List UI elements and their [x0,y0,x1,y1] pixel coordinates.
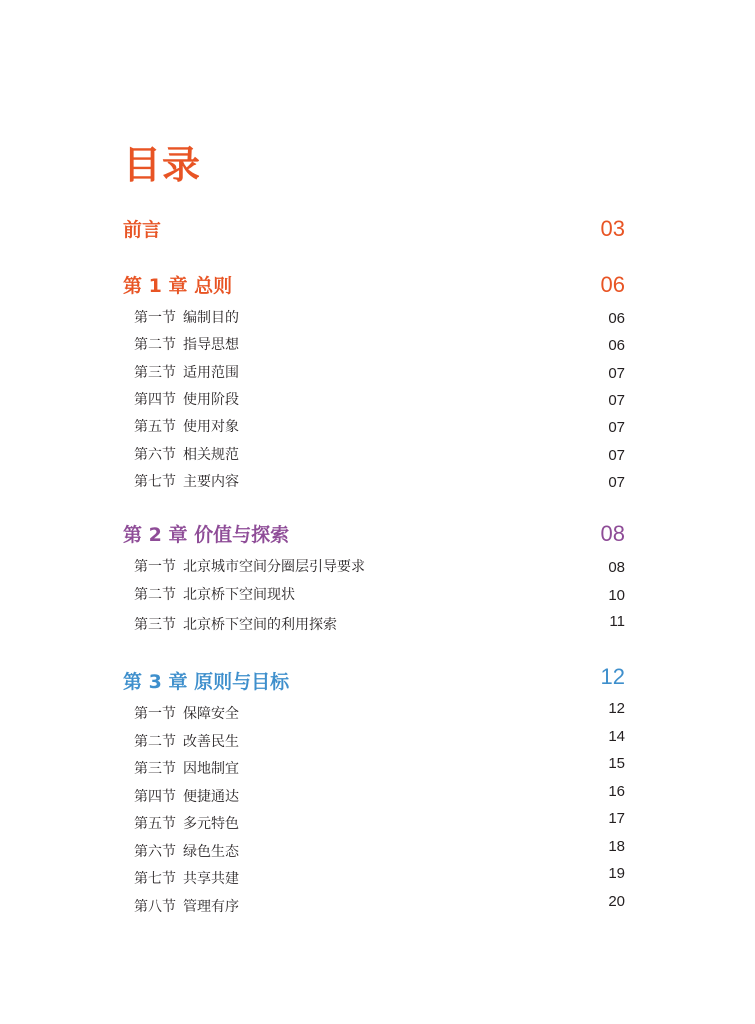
toc-section-number: 第二节 [134,587,176,603]
toc-section[interactable] [123,604,625,634]
toc-section-label [134,471,239,491]
toc-section-label [134,334,239,354]
toc-section-number: 第三节 [134,617,176,633]
toc-section-title: 共享共建 [183,871,239,887]
toc-section[interactable] [123,574,625,604]
toc-section-number: 第六节 [134,844,176,860]
toc-section-title: 绿色生态 [183,844,239,860]
toc-section-label [134,614,337,634]
toc-section-title: 北京城市空间分圈层引导要求 [183,559,365,575]
toc-section-number: 第一节 [134,559,176,575]
toc-chapter-label: 第 2 章 价值与探索 [123,524,290,546]
toc-preface[interactable] [123,212,625,242]
toc-section-title: 因地制宜 [183,761,239,777]
toc-section-label [134,868,239,888]
toc-section-label [134,416,239,436]
toc-section-number: 第八节 [134,899,176,915]
toc-section-title: 保障安全 [183,706,239,722]
toc-section-title: 相关规范 [183,447,239,463]
toc-section-number: 第二节 [134,734,176,750]
toc-section-number: 第六节 [134,447,176,463]
toc-section-page: 12 [608,700,625,717]
toc-section[interactable] [123,434,625,464]
toc-section-label [134,584,295,604]
toc-section-title: 使用阶段 [183,392,239,408]
toc-section-page: 06 [608,310,625,327]
toc-chapter-label: 第 1 章 总则 [123,275,233,297]
toc-section-label [134,556,365,576]
toc-section-page: 07 [608,419,625,436]
toc-section-title: 便捷通达 [183,789,239,805]
toc-section-number: 第三节 [134,365,176,381]
toc-section-page: 08 [608,559,625,576]
toc-section[interactable] [123,858,625,888]
toc-section[interactable] [123,886,625,916]
toc-section-page: 19 [608,865,625,882]
toc-section-title: 北京桥下空间现状 [183,587,295,603]
toc-section-page: 06 [608,337,625,354]
toc-section-page: 07 [608,447,625,464]
toc-section[interactable] [123,546,625,576]
toc-section-title: 管理有序 [183,899,239,915]
toc-section[interactable] [123,803,625,833]
toc-section[interactable] [123,406,625,436]
toc-chapter-page: 12 [600,664,625,689]
toc-section-page: 17 [608,810,625,827]
toc-section[interactable] [123,748,625,778]
toc-section-title: 指导思想 [183,337,239,353]
toc-section[interactable] [123,693,625,723]
toc-section-label [134,813,239,833]
toc-section[interactable] [123,721,625,751]
toc-section-title: 北京桥下空间的利用探索 [183,617,337,633]
toc-section-page: 16 [608,783,625,800]
toc-section-title: 使用对象 [183,419,239,435]
toc-section[interactable] [123,776,625,806]
toc-chapter-page: 06 [600,272,625,297]
toc-section-title: 编制目的 [183,310,239,326]
toc-section-title: 适用范围 [183,365,239,381]
toc-section[interactable] [123,379,625,409]
page-title: 目录 [123,143,202,187]
toc-section-number: 第三节 [134,761,176,777]
toc-section[interactable] [123,352,625,382]
toc-section-page: 20 [608,893,625,910]
toc-section-page: 10 [608,587,625,604]
toc-section-number: 第七节 [134,871,176,887]
toc-chapter-3[interactable] [123,664,625,694]
toc-section-number: 第五节 [134,419,176,435]
toc-section-title: 多元特色 [183,816,239,832]
toc-chapter-2[interactable] [123,517,625,547]
toc-section[interactable] [123,297,625,327]
toc-chapter-page: 08 [600,521,625,546]
toc-section-label [134,758,239,778]
toc-preface-page: 03 [600,216,625,241]
toc-section[interactable] [123,831,625,861]
toc-section-number: 第四节 [134,392,176,408]
toc-section[interactable] [123,324,625,354]
toc-section-number: 第五节 [134,816,176,832]
toc-section-page: 18 [608,838,625,855]
toc-section-page: 15 [608,755,625,772]
toc-section-title: 改善民生 [183,734,239,750]
toc-section-page: 14 [608,728,625,745]
toc-section-number: 第一节 [134,310,176,326]
toc-section-label [134,703,239,723]
toc-section-page: 11 [609,613,625,630]
toc-section-number: 第七节 [134,474,176,490]
toc-preface-label: 前言 [123,219,162,241]
toc-section-page: 07 [608,474,625,491]
toc-chapter-label: 第 3 章 原则与目标 [123,671,290,693]
toc-section-number: 第四节 [134,789,176,805]
toc-section[interactable] [123,461,625,491]
toc-section-number: 第一节 [134,706,176,722]
toc-section-title: 主要内容 [183,474,239,490]
toc-chapter-1[interactable] [123,268,625,298]
toc-section-page: 07 [608,392,625,409]
toc-section-label [134,896,239,916]
toc-section-number: 第二节 [134,337,176,353]
toc-section-page: 07 [608,365,625,382]
